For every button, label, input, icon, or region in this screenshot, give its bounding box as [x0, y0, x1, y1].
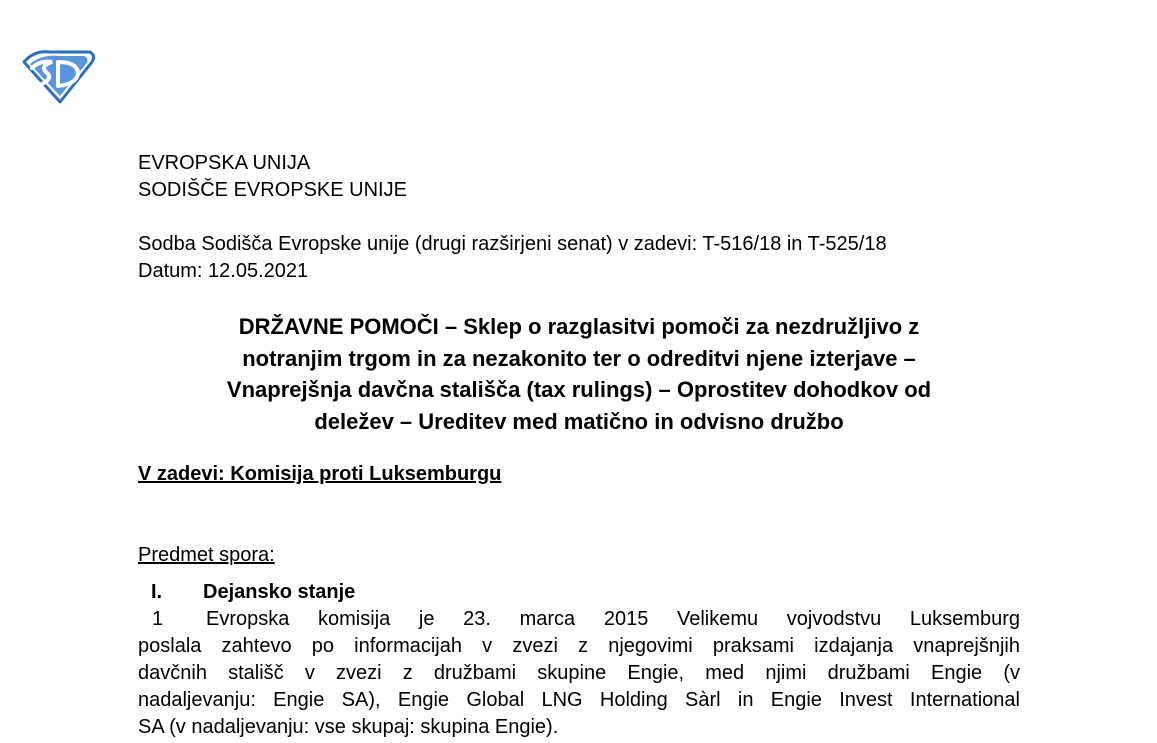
paragraph-line: davčnih stališč v zvezi z družbami skupine Engie, med njimi družbami Engie (v — [138, 662, 1020, 684]
header-line-1: EVROPSKA UNIJA — [138, 152, 311, 174]
document-body — [138, 150, 1020, 741]
sd-logo-icon — [20, 46, 98, 104]
title-line: DRŽAVNE POMOČI – Sklep o razglasitvi pomoči za nezdružljivo z — [238, 314, 920, 339]
section-title: Dejansko stanje — [203, 581, 356, 603]
parties-heading: V zadevi: Komisija proti Luksemburgu — [138, 463, 502, 485]
title-line: deležev – Ureditev med matično in odvisno družbo — [314, 408, 844, 434]
paragraph-line: SA (v nadaljevanju: vse skupaj: skupina Engie). — [138, 716, 559, 738]
title-line: Vnaprejšnja davčna stališča (tax rulings) – Oprostitev dohodkov od — [226, 377, 932, 402]
paragraph-line: nadaljevanju: Engie SA), Engie Global LNG Holding Sàrl in Engie Invest International — [138, 689, 1020, 711]
document-title — [138, 311, 1020, 437]
paragraph-line: poslala zahtevo po informacijah v zvezi z njegovimi praksami izdajanja vnaprejšnjih — [138, 635, 1020, 657]
paragraph-first-line — [138, 606, 1020, 633]
case-date: Datum: 12.05.2021 — [138, 260, 309, 282]
title-line: notranjim trgom in za nezakonito ter o odreditvi njene izterjave – — [242, 345, 916, 371]
section-number: I. — [151, 581, 163, 603]
case-reference: Sodba Sodišča Evropske unije (drugi razširjeni senat) v zadevi: T-516/18 in T-525/18 — [138, 233, 887, 255]
paragraph-first-text: Evropska komisija je 23. marca 2015 Velikemu vojvodstvu Luksemburg — [206, 608, 1020, 630]
paragraph-number: 1 — [152, 608, 164, 630]
subject-label: Predmet spora: — [138, 544, 275, 566]
header-line-2: SODIŠČE EVROPSKE UNIJE — [138, 179, 407, 201]
section-heading — [138, 579, 1020, 606]
